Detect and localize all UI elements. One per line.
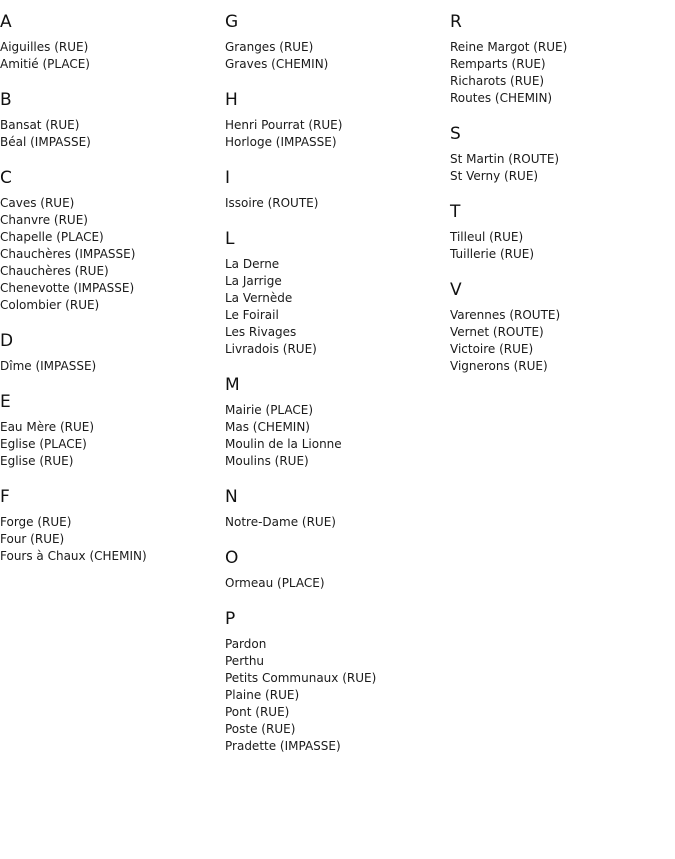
- letter-section: [225, 372, 445, 470]
- letter-section: [450, 121, 670, 185]
- street-name: La Vernède: [225, 291, 293, 305]
- street-name: Chauchères (RUE): [0, 264, 109, 278]
- letter-section: [225, 484, 445, 531]
- street-name: Pont (RUE): [225, 705, 290, 719]
- street-list: [225, 575, 445, 592]
- street-name: Remparts (RUE): [450, 57, 546, 71]
- letter-section: [0, 328, 220, 375]
- street-list: [450, 39, 670, 107]
- street-list: [225, 117, 445, 151]
- street-name: Forge (RUE): [0, 515, 72, 529]
- letter-section: [225, 226, 445, 358]
- street-name: Pardon: [225, 637, 267, 651]
- letter-section: [225, 606, 445, 755]
- street-name: Issoire (ROUTE): [225, 196, 319, 210]
- street-name: Fours à Chaux (CHEMIN): [0, 549, 147, 563]
- street-name: Pradette (IMPASSE): [225, 739, 341, 753]
- street-name: Mas (CHEMIN): [225, 420, 310, 434]
- section-letter-heading: E: [0, 392, 11, 412]
- letter-section: [0, 389, 220, 470]
- street-list: [0, 514, 220, 565]
- street-name: Granges (RUE): [225, 40, 314, 54]
- section-letter-heading: M: [225, 375, 240, 395]
- street-name: Richarots (RUE): [450, 74, 545, 88]
- letter-section: [450, 199, 670, 263]
- street-list: [0, 358, 220, 375]
- street-name: Graves (CHEMIN): [225, 57, 329, 71]
- street-name: Moulin de la Lionne: [225, 437, 342, 451]
- street-name: Eglise (PLACE): [0, 437, 87, 451]
- street-name: Eglise (RUE): [0, 454, 74, 468]
- section-letter-heading: L: [225, 229, 235, 249]
- street-list: [225, 514, 445, 531]
- letter-section: [450, 277, 670, 375]
- street-name: Four (RUE): [0, 532, 65, 546]
- letter-section: [0, 87, 220, 151]
- street-list: [0, 39, 220, 73]
- section-letter-heading: R: [450, 12, 462, 32]
- letter-section: [225, 165, 445, 212]
- street-name: Plaine (RUE): [225, 688, 300, 702]
- section-letter-heading: T: [450, 202, 461, 222]
- letter-section: [225, 87, 445, 151]
- street-list: [225, 39, 445, 73]
- street-name: Colombier (RUE): [0, 298, 100, 312]
- section-letter-heading: V: [450, 280, 462, 300]
- street-name: Tilleul (RUE): [450, 230, 524, 244]
- street-list: [225, 195, 445, 212]
- street-name: St Martin (ROUTE): [450, 152, 560, 166]
- street-name: Victoire (RUE): [450, 342, 534, 356]
- street-name: La Jarrige: [225, 274, 282, 288]
- street-name: Notre-Dame (RUE): [225, 515, 336, 529]
- street-name: Chanvre (RUE): [0, 213, 88, 227]
- section-letter-heading: G: [225, 12, 239, 32]
- section-letter-heading: C: [0, 168, 12, 188]
- street-name: Reine Margot (RUE): [450, 40, 568, 54]
- street-name: Tuillerie (RUE): [450, 247, 535, 261]
- street-list: [0, 195, 220, 314]
- street-name: Henri Pourrat (RUE): [225, 118, 343, 132]
- street-name: Chauchères (IMPASSE): [0, 247, 136, 261]
- section-letter-heading: I: [225, 168, 231, 188]
- street-list: [0, 419, 220, 470]
- section-letter-heading: D: [0, 331, 14, 351]
- street-list: [450, 229, 670, 263]
- street-name: La Derne: [225, 257, 280, 271]
- street-list: [225, 256, 445, 358]
- street-name: Chenevotte (IMPASSE): [0, 281, 135, 295]
- letter-section: [450, 9, 670, 107]
- street-list: [225, 636, 445, 755]
- street-name: Livradois (RUE): [225, 342, 317, 356]
- street-name: Bansat (RUE): [0, 118, 80, 132]
- street-name: Vignerons (RUE): [450, 359, 548, 373]
- street-name: Amitié (PLACE): [0, 57, 90, 71]
- street-name: Horloge (IMPASSE): [225, 135, 337, 149]
- street-name: Le Foirail: [225, 308, 279, 322]
- section-letter-heading: F: [0, 487, 10, 507]
- section-letter-heading: N: [225, 487, 238, 507]
- street-name: Béal (IMPASSE): [0, 135, 91, 149]
- section-letter-heading: B: [0, 90, 12, 110]
- street-name: Routes (CHEMIN): [450, 91, 553, 105]
- street-name: Ormeau (PLACE): [225, 576, 325, 590]
- letter-section: [0, 9, 220, 73]
- street-name: Mairie (PLACE): [225, 403, 314, 417]
- letter-section: [225, 9, 445, 73]
- letter-section: [0, 165, 220, 314]
- street-list: [0, 117, 220, 151]
- street-name: Perthu: [225, 654, 265, 668]
- letter-section: [225, 545, 445, 592]
- street-name: Caves (RUE): [0, 196, 75, 210]
- index-column: [0, 9, 220, 579]
- street-name: Dîme (IMPASSE): [0, 359, 97, 373]
- street-name: Petits Communaux (RUE): [225, 671, 377, 685]
- letter-section: [0, 484, 220, 565]
- index-column: [450, 9, 670, 389]
- street-name: Varennes (ROUTE): [450, 308, 561, 322]
- street-name: Eau Mère (RUE): [0, 420, 95, 434]
- section-letter-heading: A: [0, 12, 12, 32]
- street-name: St Verny (RUE): [450, 169, 539, 183]
- section-letter-heading: H: [225, 90, 238, 110]
- street-name: Moulins (RUE): [225, 454, 309, 468]
- section-letter-heading: P: [225, 609, 236, 629]
- street-name: Les Rivages: [225, 325, 297, 339]
- section-letter-heading: O: [225, 548, 239, 568]
- street-name: Aiguilles (RUE): [0, 40, 89, 54]
- index-column: [225, 9, 445, 769]
- section-letter-heading: S: [450, 124, 461, 144]
- street-list: [450, 151, 670, 185]
- street-list: [225, 402, 445, 470]
- street-name: Vernet (ROUTE): [450, 325, 544, 339]
- street-list: [450, 307, 670, 375]
- street-name: Poste (RUE): [225, 722, 296, 736]
- street-name: Chapelle (PLACE): [0, 230, 104, 244]
